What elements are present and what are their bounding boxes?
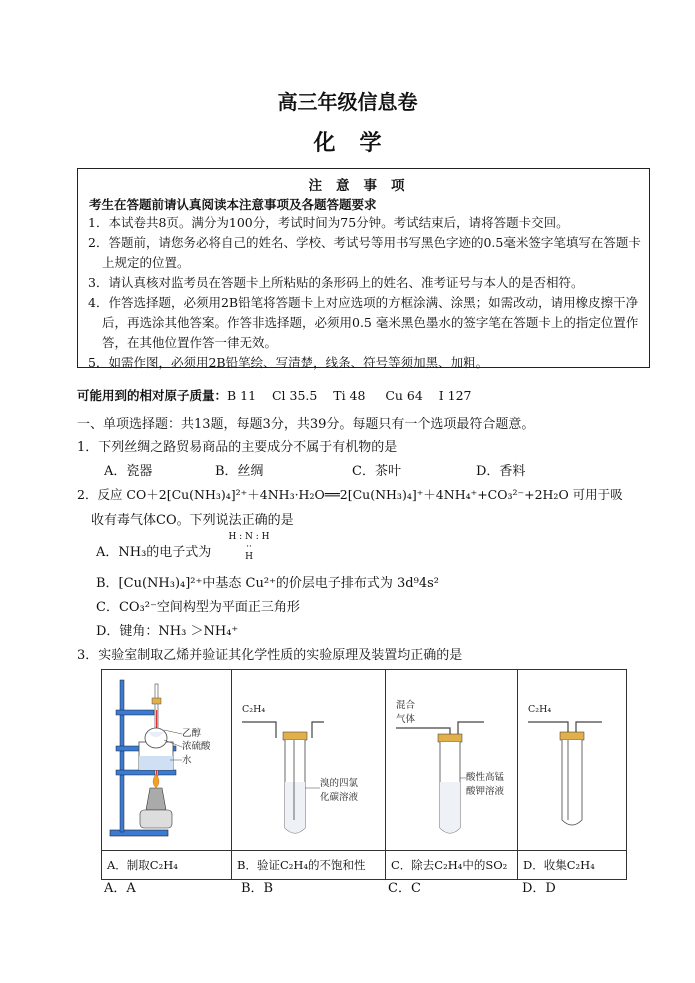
notice-list [78,213,649,373]
formula-bottom: H [245,552,253,562]
notice-item: 4．作答选择题，必须用2B铅笔将答题卡上对应选项的方框涂满、涂黑；如需改动，请用橡皮擦干净后，再选涂其他答案。作答非选择题，必须用0.5 毫米黑色墨水的签字笔在答题卡上的指定位置作答，在其他位置作答一律无效。 [88,295,639,350]
atomic-mass-label: 可能用到的相对原子质量： [77,388,228,403]
notice-box [77,168,650,368]
label-gas-d: C₂H₄ [528,704,552,715]
label-bromine-2: 化碳溶液 [320,792,359,803]
label-kmno4-2: 酸钾溶液 [466,786,505,797]
ethylene-generator-apparatus [102,670,231,846]
panel-a-figure [102,670,232,851]
notice-subheading: 考生在答题前请认真阅读本注意事项及各题答题要求 [89,197,377,212]
atomic-mass-values: B 11 Cl 35.5 Ti 48 Cu 64 I 127 [227,388,472,403]
panel-a-caption: A．制取C₂H₄ [102,851,232,880]
label-kmno4-1: 酸性高锰 [466,772,505,783]
panel-c-caption: C．除去C₂H₄中的SO₂ [386,851,518,880]
nh3-electron-formula [226,532,272,562]
q2-option-b[interactable]: B．[Cu(NH₃)₄]²⁺中基态 Cu²⁺的价层电子排布式为 3d⁹4s² [96,576,439,591]
formula-top: H : N : H [228,532,270,542]
exam-title: 高三年级信息卷 [277,90,418,114]
notice-heading: 注意事项 [308,178,419,194]
q1-option-a[interactable]: A．瓷器 [104,464,153,479]
q1-option-c[interactable]: C．茶叶 [352,464,401,479]
label-gas-b: C₂H₄ [242,704,266,715]
subject-title: 化学 [313,130,406,156]
kmno4-wash-apparatus [386,670,517,846]
label-bromine-1: 溴的四氯 [320,778,359,789]
notice-item: 1．本试卷共8页。满分为100分，考试时间为75分钟。考试结束后，请将答题卡交回。 [88,215,569,230]
atomic-mass-line [77,386,471,404]
q1-option-b[interactable]: B．丝绸 [215,464,264,479]
q3-stem: 3．实验室制取乙烯并验证其化学性质的实验原理及装置均正确的是 [77,648,463,663]
notice-item: 3．请认真核对监考员在答题卡上所粘贴的条形码上的姓名、准考证号与本人的是否相符。 [88,275,584,290]
label-mixed-gas-1: 混合 [396,700,416,711]
panel-d-caption: D．收集C₂H₄ [518,851,627,880]
panel-c-figure [386,670,518,851]
q1-option-d[interactable]: D．香料 [476,464,526,479]
label-mixed-gas-2: 气体 [396,714,416,725]
section-heading: 一、单项选择题：共13题，每题3分，共39分。每题只有一个选项最符合题意。 [77,417,535,432]
panel-b-caption: B．验证C₂H₄的不饱和性 [232,851,386,880]
bromine-test-apparatus [232,670,385,846]
label-water: 水 [182,755,192,766]
q1-stem: 1．下列丝绸之路贸易商品的主要成分不属于有机物的是 [77,440,398,455]
q2-stem-line2: 收有毒气体CO。下列说法正确的是 [91,513,294,528]
q3-option-d[interactable]: D．D [522,881,556,896]
gas-collection-apparatus [518,670,626,846]
q3-option-a[interactable]: A．A [104,881,136,896]
formula-dots: ·· [246,542,252,552]
q3-option-c[interactable]: C．C [388,881,421,896]
label-ethanol: 乙醇 [182,728,202,739]
q2-option-a[interactable]: A．NH₃的电子式为 [96,545,212,560]
notice-item: 2．答题前，请您务必将自己的姓名、学校、考试号等用书写黑色字迹的0.5毫米签字笔填写在答题卡上规定的位置。 [88,235,641,270]
q2-option-d[interactable]: D．键角：NH₃ ＞NH₄⁺ [96,624,239,639]
notice-item: 5．如需作图，必须用2B铅笔绘、写清楚，线条、符号等须加黑、加粗。 [88,355,489,370]
q3-option-b[interactable]: B．B [241,881,274,896]
label-sulfuric-acid: 浓硫酸 [182,741,211,752]
q2-stem-line1: 2．反应 CO＋2[Cu(NH₃)₄]²⁺＋4NH₃·H₂O══2[Cu(NH₃)₄]⁺＋4NH₄⁺+CO₃²⁻+2H₂O 可用于吸 [77,487,623,502]
q2-option-c[interactable]: C．CO₃²⁻空间构型为平面正三角形 [96,600,300,615]
panel-b-figure [232,670,386,851]
experiment-table [101,669,627,880]
panel-d-figure [518,670,627,851]
